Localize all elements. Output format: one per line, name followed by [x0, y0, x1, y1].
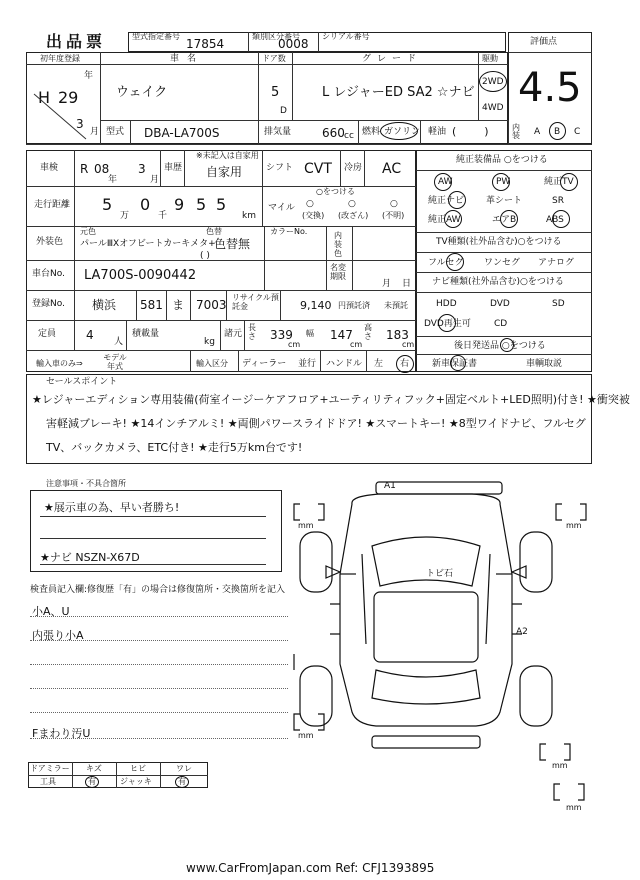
- page-title: 出品票: [46, 32, 107, 51]
- caution-line: ★展示車の為、早い者勝ち!: [44, 501, 180, 514]
- registration-era: H: [38, 88, 51, 107]
- fuel-circle: [380, 122, 421, 140]
- drive-2wd-circle: [479, 71, 507, 92]
- diagonal-slash: [26, 64, 100, 144]
- header-number-box: [128, 32, 506, 52]
- air-conditioning: AC: [382, 161, 402, 177]
- handle-right-circle: [396, 355, 414, 373]
- grade-name: L レジャーED SA2 ☆ナビ: [322, 85, 475, 100]
- vehicle-name: ウェイク: [116, 85, 168, 100]
- details-section: [26, 150, 416, 372]
- damage-code-a1: A1: [384, 481, 396, 491]
- mileage-digit: 5: [102, 195, 113, 214]
- inspection-month: 3: [138, 162, 146, 176]
- recycle-amount: 9,140: [300, 299, 332, 312]
- inspector-line: 小A、U: [32, 605, 70, 618]
- sales-line: 害軽減ブレーキ! ★14インチアルミ! ★両側パワースライドドア! ★スマートキー! ★8型ワイドナビ、フルセグ: [46, 417, 586, 430]
- paint-change: 色替無: [214, 237, 251, 251]
- inspection-year: 08: [94, 162, 110, 176]
- inspection-era: R: [80, 162, 89, 176]
- inspector-line: 内張り小A: [32, 629, 84, 642]
- plate-area: 横浜: [92, 298, 117, 312]
- sales-line: ★レジャーエディション専用装備(荷室イージーケアフロア+ユーティリティフック+固定ベルト+LED照明)付き! ★衝突被: [32, 393, 630, 406]
- plate-number: 7003: [196, 298, 227, 312]
- plate-class: 581: [140, 298, 163, 312]
- length: 339: [270, 328, 293, 342]
- mileage-digit: 5: [196, 195, 207, 214]
- capacity: 4: [86, 328, 94, 342]
- interior-grade-circle: [549, 122, 566, 140]
- displacement: 660: [322, 126, 345, 140]
- registration-month: 3: [76, 117, 84, 131]
- inspector-line: Fまわり汚U: [32, 727, 91, 740]
- original-color: パールⅢXオフビートカーキメタ+: [80, 239, 216, 249]
- registration-year: 29: [58, 88, 79, 107]
- model-code: DBA-LA700S: [144, 126, 220, 140]
- shift-type: CVT: [304, 161, 332, 177]
- damage-code-a2: A2: [516, 627, 528, 637]
- height: 183: [386, 328, 409, 342]
- mileage-digit: 0: [140, 195, 151, 214]
- mileage-digit: 5: [216, 195, 227, 214]
- door-count: 5: [271, 85, 280, 100]
- width: 147: [330, 328, 353, 342]
- footer-reference: www.CarFromJapan.com Ref: CFJ1393895: [186, 861, 435, 875]
- vin-number: LA700S-0090442: [84, 268, 197, 283]
- grade-score: 4.5: [518, 65, 582, 111]
- vehicle-history: 自家用: [206, 165, 243, 179]
- class-number: 0008: [278, 37, 309, 51]
- plate-kana: ま: [172, 298, 185, 312]
- mileage-digit: 9: [174, 195, 185, 214]
- fuel-type: ガソリン: [384, 127, 421, 137]
- caution-line: ★ナビ NSZN-X67D: [40, 551, 140, 564]
- damage-code-glass: トビ石: [426, 569, 454, 579]
- type-number: 17854: [186, 37, 225, 51]
- sales-line: TV、バックカメラ、ETC付き! ★走行5万km台です!: [46, 441, 303, 454]
